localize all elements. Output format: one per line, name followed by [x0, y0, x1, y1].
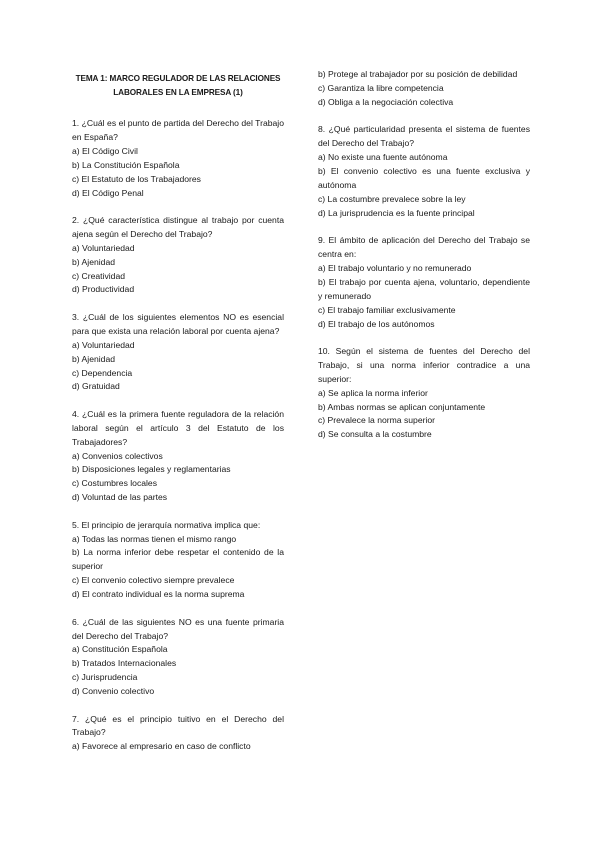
option: b) Ajenidad	[72, 353, 116, 364]
option: a) Convenios colectivos	[72, 450, 163, 461]
option: c) Dependencia	[72, 367, 133, 378]
option: d) Convenio colectivo	[72, 686, 155, 697]
right-column	[318, 68, 530, 456]
question-10	[318, 345, 530, 442]
option: d) Voluntad de las partes	[72, 492, 168, 503]
option: b) La norma inferior debe respetar el contenido de la superior	[72, 547, 284, 572]
option: a) El Código Civil	[72, 145, 138, 156]
option: a) Se aplica la norma inferior	[318, 387, 428, 398]
option: a) Favorece al empresario en caso de conflicto	[72, 741, 251, 752]
option: b) Disposiciones legales y reglamentarias	[72, 464, 231, 475]
question-5	[72, 519, 284, 602]
option: c) El convenio colectivo siempre prevalece	[72, 575, 235, 586]
question-2	[72, 214, 284, 297]
option: b) La Constitución Española	[72, 159, 180, 170]
option: c) Prevalece la norma superior	[318, 415, 436, 426]
option: c) La costumbre prevalece sobre la ley	[318, 193, 466, 204]
question-8	[318, 123, 530, 220]
option: d) El Código Penal	[72, 187, 144, 198]
option: d) El contrato individual es la norma suprema	[72, 589, 245, 600]
question-text: 8. ¿Qué particularidad presenta el sistema de fuentes del Derecho del Trabajo?	[318, 124, 530, 149]
option: c) Jurisprudencia	[72, 672, 138, 683]
option: c) El Estatuto de los Trabajadores	[72, 173, 201, 184]
question-text: 3. ¿Cuál de los siguientes elementos NO es esencial para que exista una relación laboral por cuenta ajena?	[72, 311, 284, 336]
question-1	[72, 117, 284, 200]
option: b) Ajenidad	[72, 256, 116, 267]
left-column	[72, 68, 284, 768]
option: d) La jurisprudencia es la fuente principal	[318, 207, 475, 218]
option: a) El trabajo voluntario y no remunerado	[318, 262, 472, 273]
question-4	[72, 408, 284, 505]
option: d) Productividad	[72, 284, 135, 295]
option: a) Todas las normas tienen el mismo rango	[72, 533, 237, 544]
option: a) No existe una fuente autónoma	[318, 152, 448, 163]
option: b) El trabajo por cuenta ajena, voluntario, dependiente y remunerado	[318, 276, 530, 301]
question-text: 1. ¿Cuál es el punto de partida del Derecho del Trabajo en España?	[72, 118, 284, 142]
question-7	[72, 713, 284, 755]
option: d) Gratuidad	[72, 381, 120, 392]
option: b) Ambas normas se aplican conjuntamente	[318, 401, 486, 412]
option: c) Garantiza la libre competencia	[318, 82, 444, 93]
option: c) El trabajo familiar exclusivamente	[318, 304, 456, 315]
option: b) Tratados Internacionales	[72, 658, 177, 669]
option: d) Se consulta a la costumbre	[318, 429, 432, 440]
option: d) El trabajo de los autónomos	[318, 318, 435, 329]
option: c) Costumbres locales	[72, 478, 158, 489]
option: a) Voluntariedad	[72, 339, 135, 350]
option: a) Constitución Española	[72, 644, 168, 655]
question-text: 2. ¿Qué característica distingue al trabajo por cuenta ajena según el Derecho del Trabajo?	[72, 214, 284, 239]
question-3	[72, 311, 284, 394]
question-text: 6. ¿Cuál de las siguientes NO es una fuente primaria del Derecho del Trabajo?	[72, 616, 284, 641]
question-text: 4. ¿Cuál es la primera fuente reguladora de la relación laboral según el artículo 3 del Estatuto de los Trabajadores?	[72, 408, 284, 447]
question-text: 5. El principio de jerarquía normativa implica que:	[72, 519, 261, 530]
question-text: 7. ¿Qué es el principio tuitivo en el Derecho del Trabajo?	[72, 713, 284, 738]
option: d) Obliga a la negociación colectiva	[318, 96, 454, 107]
option: a) Voluntariedad	[72, 242, 135, 253]
option: c) Creatividad	[72, 270, 126, 281]
document-title: TEMA 1: MARCO REGULADOR DE LAS RELACIONES LABORALES EN LA EMPRESA (1)	[75, 74, 281, 97]
question-6	[72, 616, 284, 699]
option: b) Protege al trabajador por su posición de debilidad	[318, 69, 518, 79]
question-9	[318, 234, 530, 331]
question-text: 9. El ámbito de aplicación del Derecho del Trabajo se centra en:	[318, 235, 530, 259]
question-7-continued	[318, 68, 530, 110]
option: b) El convenio colectivo es una fuente exclusiva y autónoma	[318, 165, 530, 190]
question-text: 10. Según el sistema de fuentes del Derecho del Trabajo, si una norma inferior contradice a una superior:	[318, 345, 530, 384]
